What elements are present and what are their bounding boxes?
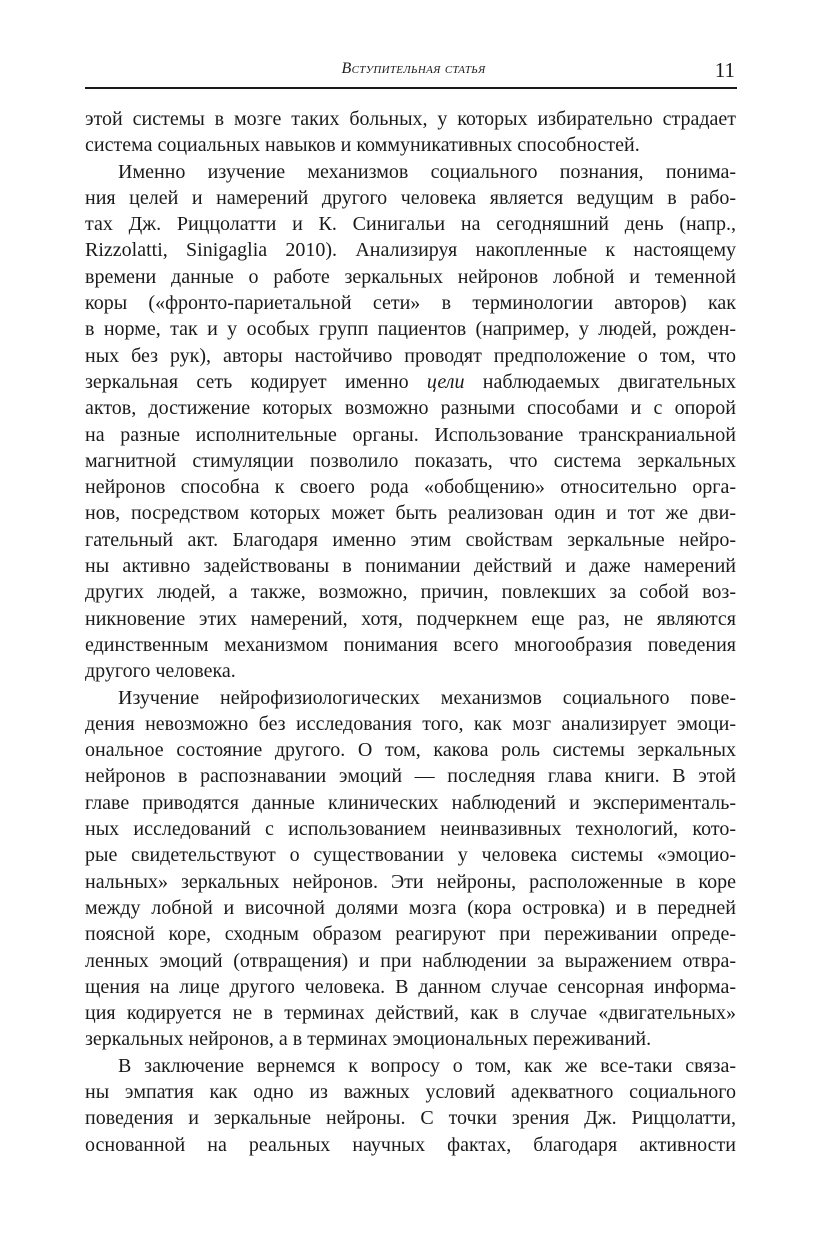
paragraph bbox=[85, 1053, 736, 1158]
text-line bbox=[85, 369, 736, 395]
text-segment: зеркальная сеть кодирует именно bbox=[85, 370, 427, 393]
text-line: других людей, а также, возможно, причин, повлекших за собой воз- bbox=[85, 581, 736, 604]
text-line: ция кодируется не в терминах действий, как в случае «двигательных» bbox=[85, 1002, 736, 1025]
text-line: ных исследований с использованием неинвазивных технологий, кото- bbox=[85, 818, 736, 841]
text-line: главе приводятся данные клинических наблюдений и эксперименталь- bbox=[85, 791, 736, 814]
text-line: нальных» зеркальных нейронов. Эти нейроны, расположенные в коре bbox=[85, 870, 736, 893]
text-line: рые свидетельствуют о существовании у человека системы «эмоцио- bbox=[85, 844, 736, 867]
text-line: ональное состояние другого. О том, какова роль системы зеркальных bbox=[85, 739, 736, 762]
text-line: щения на лице другого человека. В данном случае сенсорная информа- bbox=[85, 975, 736, 998]
text-line: актов, достижение которых возможно разными способами и с опорой bbox=[85, 397, 736, 420]
text-line: зеркальных нейронов, а в терминах эмоциональных переживаний. bbox=[85, 1028, 652, 1051]
text-line: этой системы в мозге таких больных, у которых избирательно страдает bbox=[85, 108, 736, 130]
text-line: тах Дж. Риццолатти и К. Синигальи на сегодняшний день (напр., bbox=[85, 213, 736, 236]
text-line: нов, посредством которых может быть реализован один и тот же дви- bbox=[85, 502, 736, 525]
text-line: нейронов способна к своего рода «обобщению» относительно орга- bbox=[85, 476, 736, 499]
text-line: магнитной стимуляции позволило показать, что система зеркальных bbox=[85, 449, 736, 472]
text-line: другого человека. bbox=[85, 660, 236, 683]
text-line: В заключение вернемся к вопросу о том, как же все-таки связа- bbox=[118, 1054, 736, 1077]
text-line: ных без рук), авторы настойчиво проводят предположение о том, что bbox=[85, 344, 736, 367]
text-line: коры («фронто-париетальной сети» в терминологии авторов) как bbox=[85, 292, 736, 315]
text-line: ния целей и намерений другого человека является ведущим в рабо- bbox=[85, 186, 736, 209]
text-line: никновение этих намерений, хотя, подчеркнем еще раз, не являются bbox=[85, 607, 736, 630]
running-header-title: Вступительная статья bbox=[341, 60, 486, 77]
text-line: гательный акт. Благодаря именно этим свойствам зеркальные нейро- bbox=[85, 528, 736, 551]
text-line: система социальных навыков и коммуникативных способностей. bbox=[85, 134, 640, 157]
paragraph bbox=[85, 159, 736, 685]
text-line: в норме, так и у особых групп пациентов (например, у людей, рожден- bbox=[85, 318, 736, 341]
text-line: поведения и зеркальные нейроны. С точки зрения Дж. Риццолатти, bbox=[85, 1107, 736, 1130]
text-line: ны эмпатия как одно из важных условий адекватного социального bbox=[85, 1080, 736, 1103]
text-line: Именно изучение механизмов социального познания, понима- bbox=[118, 160, 736, 183]
text-line: ленных эмоций (отвращения) и при наблюдении за выражением отвра- bbox=[85, 949, 736, 972]
text-line: Rizzolatti, Sinigaglia 2010). Анализируя накопленные к настоящему bbox=[85, 239, 736, 262]
text-line: основанной на реальных научных фактах, благодаря активности bbox=[85, 1133, 736, 1156]
page-number: 11 bbox=[714, 58, 735, 82]
text-line: нейронов в распознавании эмоций — последняя глава книги. В этой bbox=[85, 765, 736, 788]
text-line: ны активно задействованы в понимании действий и даже намерений bbox=[85, 555, 736, 578]
text-line: дения невозможно без исследования того, как мозг анализирует эмоци- bbox=[85, 712, 736, 735]
paragraph bbox=[85, 685, 736, 1053]
italic-emphasis: цели bbox=[426, 370, 465, 393]
paragraph bbox=[85, 106, 736, 159]
page-body-text bbox=[85, 106, 736, 1158]
text-line: между лобной и височной долями мозга (кора островка) и в передней bbox=[85, 896, 736, 919]
text-line: Изучение нейрофизиологических механизмов социального пове- bbox=[118, 686, 736, 709]
text-line: времени данные о работе зеркальных нейронов лобной и теменной bbox=[85, 265, 736, 288]
text-line: на разные исполнительные органы. Использование транскраниальной bbox=[85, 423, 736, 446]
text-line: единственным механизмом понимания всего многообразия поведения bbox=[85, 633, 736, 656]
header-rule bbox=[85, 87, 737, 89]
text-line: поясной коре, сходным образом реагируют при переживании опреде- bbox=[85, 923, 736, 946]
text-segment: наблюдаемых двигательных bbox=[464, 370, 736, 393]
